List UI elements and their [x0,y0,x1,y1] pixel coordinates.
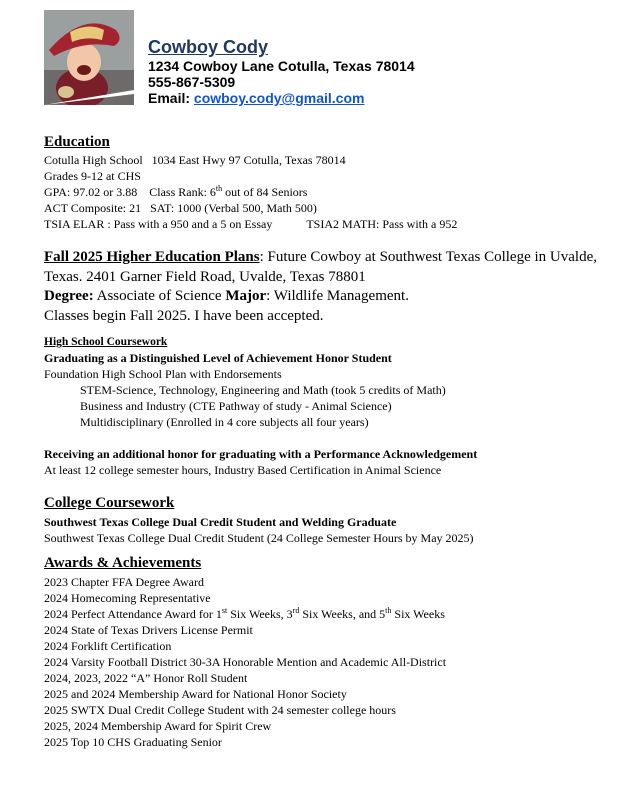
award-item: 2023 Chapter FFA Degree Award [44,575,204,589]
college-heading: College Coursework [44,495,175,511]
email-line [148,90,364,107]
class-rank: Class Rank: 6th out of 84 Seniors [149,184,308,199]
ack: At least 12 college semester hours, Industry Based Certification in Animal Science [44,463,442,477]
tsia-math: TSIA2 MATH: Pass with a 952 [306,217,458,231]
plan: Foundation High School Plan with Endorsements [44,367,282,381]
ack-heading: Receiving an additional honor for graduating with a Performance Acknowledgement [44,447,478,461]
endorsement: Multidisciplinary (Enrolled in 4 core subjects all four years) [80,415,369,429]
awards-list [44,574,446,750]
hs-coursework [44,334,477,478]
award-item: 2024 Perfect Attendance Award for 1st Six Weeks, 3rd Six Weeks, and 5th Six Weeks [44,606,445,621]
awards-heading: Awards & Achievements [44,555,202,571]
address: 1234 Cowboy Lane Cotulla, Texas 78014 [148,58,415,74]
school: Cotulla High School [44,153,143,167]
award-item: 2025 Top 10 CHS Graduating Senior [44,735,222,749]
college-address: Texas. 2401 Garner Field Road, Uvalde, Texas 78801 [44,268,366,285]
award-item: 2024 State of Texas Drivers License Permit [44,623,253,637]
higher-education-plans: Fall 2025 Higher Education Plans: Future Cowboy at Southwest Texas College in Uvalde, Texas. 2401 Garner Field Road, Uvalde, Texas 78801 Degree: Associate of Science Major: Wildlife Management. Classes begin Fall 2025. I have been accepted. [44,248,597,326]
honor: Graduating as a Distinguished Level of Achievement Honor Student [44,351,392,365]
grades: Grades 9-12 at CHS [44,169,141,183]
email-label: Email: [148,90,194,106]
endorsement: Business and Industry (CTE Pathway of study - Animal Science) [80,399,392,413]
plans-heading: Fall 2025 Higher Education Plans [44,249,260,265]
acceptance: Classes begin Fall 2025. I have been accepted. [44,307,324,324]
tsia-elar: TSIA ELAR : Pass with a 950 and a 5 on Essay [44,217,273,231]
award-item: 2024 Forklift Certification [44,639,172,653]
sat: SAT: 1000 (Verbal 500, Math 500) [150,201,317,215]
email-link[interactable]: cowboy.cody@gmail.com [193,90,365,106]
candidate-name: Cowboy Cody [148,37,268,57]
award-item: 2025, 2024 Membership Award for Spirit Crew [44,719,272,733]
award-item: 2024 Varsity Football District 30-3A Honorable Mention and Academic All-District [44,655,447,669]
education-heading: Education [44,134,110,150]
degree-line: Degree: Associate of Science Major: Wildlife Management. [44,288,409,304]
school-address: 1034 East Hwy 97 Cotulla, Texas 78014 [151,153,346,167]
endorsement: STEM-Science, Technology, Engineering and Math (took 5 credits of Math) [80,383,446,397]
phone: 555-867-5309 [148,74,236,90]
award-item: 2024, 2023, 2022 “A” Honor Roll Student [44,671,248,685]
gpa: GPA: 97.02 or 3.88 [44,185,138,199]
hs-coursework-heading: High School Coursework [44,336,168,348]
award-item: 2024 Homecoming Representative [44,591,211,605]
award-item: 2025 and 2024 Membership Award for National Honor Society [44,687,347,701]
education-details [44,152,457,232]
act: ACT Composite: 21 [44,201,142,215]
profile-photo [44,10,134,105]
award-item: 2025 SWTX Dual Credit College Student with 24 semester college hours [44,703,396,717]
college-details: Southwest Texas College Dual Credit Student and Welding Graduate Southwest Texas College Dual Credit Student (24 College Semester Hours by May 2025) [44,515,474,545]
